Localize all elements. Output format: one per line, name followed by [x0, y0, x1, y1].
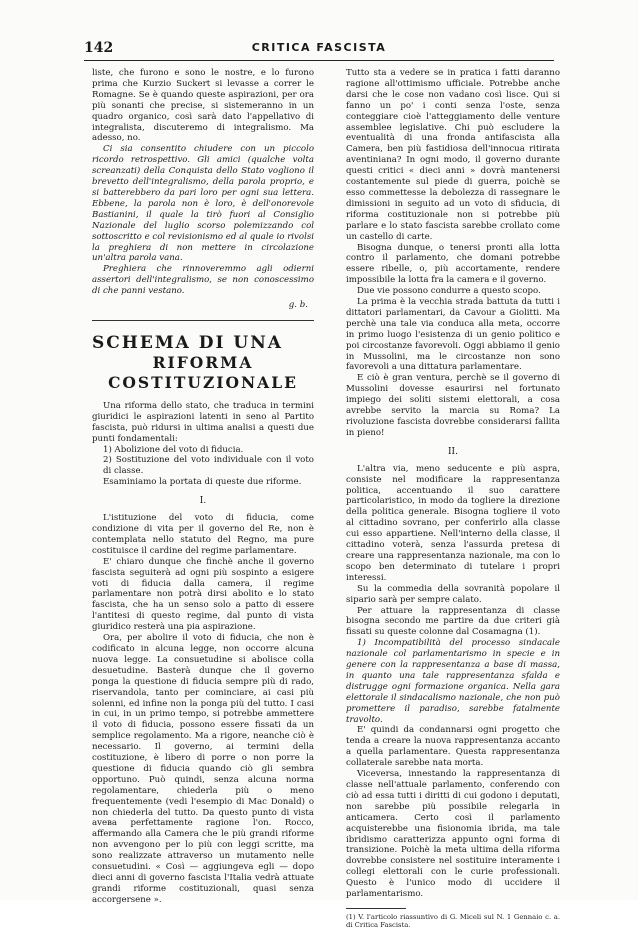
intro-paragraph-2: Ci sia consentito chiudere con un piccolo ricordo retrospettivo. Gli amici (qualche volta screanzati) della Conquista dello Stato vogliono il brevetto dell'integralismo, della parola proprio, e si batterebbero da pari loro per ogni sua lettera. Ebbene, la parola non è loro, è dell'onorevole Bastianini, il quale la tirò fuori al Consiglio Nazionale del luglio scorso polemizzando col sottoscritto e col revisionismo ed al quale io rivolsi la preghiera di non mettere in circolazione un'altra parola vana. [92, 144, 314, 264]
page-header [84, 40, 554, 61]
paragraph: E ciò è gran ventura, perchè se il governo di Mussolini dovesse esaurirsi nel fortunato impiego dei soliti sistemi elettorali, a cosa avrebbe servito la marcia su Roma? La rivoluzione fascista dovrebbe considerarsi fallita in pieno! [346, 373, 560, 438]
section-paragraph: Viceversa, innestando la rappresentanza di classe nell'attuale parlamento, conferendo con ciò ad essa tutti i diritti di cui godono i deputati, non sarebbe più possibile relegarla in anticamera. Certo così il parlamento acquisterebbe una fisionomia ibrida, ma tale ibridismo caratterizza appunto ogni forma di transizione. Poichè la meta ultima della riforma dovrebbe consistere nel sostituire interamente i collegi elettorali con le curie professionali. Questo è l'unico modo di uccidere il parlamentarismo. [346, 769, 560, 900]
section-heading-1: I. [199, 496, 207, 507]
list-item: 1) Abolizione del voto di fiducia. [103, 444, 244, 455]
paragraph: Tutto sta a vedere se in pratica i fatti daranno ragione all'ottimismo ufficiale. Potrebbe anche darsi che le cose non vadano così lisce. Qui si fanno un po' i conti senza l'oste, senza conteggiare cioè l'atteggiamento delle venture assemblee legislative. Chi può escludere la eventualità di una fronda antifascista alla Camera, ben più fastidiosa dell'innocua ritirata aventiniana? In ogni modo, il governo durante questi critici « dieci anni » dovrà mantenersi costantemente sul piede di guerra, poichè se esso commettesse la debolezza di rassegnare le dimissioni in seguito ad un voto di sfiducia, di riforma costituzionale non si potrebbe più parlare e lo stato fascista sarebbe crollato come un castello di carte. [346, 68, 560, 242]
list-item: 2) Sostituzione del voto individuale con il voto di classe. [103, 455, 314, 477]
section-paragraph: Ora, per abolire il voto di fiducia, che non è codificato in alcuna legge, non occorre alcuna nuova legge. La consuetudine si abolisce colla desuetudine. Basterà dunque che il governo ponga la questione di fiducia sempre più di rado, riservandola, tanto per cominciare, ai casi più solenni, ed infine non la ponga più del tutto. I casi in cui, in un primo tempo, si potrebbe ammettere il voto di fiducia, possono essere fissati da un semplice regolamento. Ma a rigore, neanche ciò è necessario. Il governo, ai termini della costituzione, è libero di porre o non porre la questione di fiducia quando ciò gli sembra opportuno. Può quindi, senza alcuna norma regolamentare, chiederla più o meno frequentemente (vedi l'esempio di Mac Donald) o non chiederla del tutto. Da questo punto di vista avева perfettamente ragione l'on. Rocco, affermando alla Camera che le più grandi riforme non avvengono per lo più con leggi scritte, ma sono realizzate attraverso un mutamento nelle consuetudini. « Così — aggiungeva egli — dopo dieci anni di governo fascista l'Italia vedrà attuate grandi riforme costituzionali, quasi senza accorgersene ». [92, 633, 314, 905]
paragraph: Bisogna dunque, o tenersi pronti alla lotta contro il parlamento, che domani potrebbe essere ribelle, o, più accortamente, rendere impossibile la lotta fra la camera e il governo. [346, 242, 560, 286]
intro-paragraph-1: liste, che furono e sono le nostre, e lo furono prima che Kurzio Suckert si levasse a correr le Romagne. Se è quando queste aspirazioni, per ora più sonanti che precise, si sistemeranno in un quadro organico, così sarà dato l'appellativo di integralista, discuteremo di integralismo. Ma adesso, no. [92, 68, 314, 144]
points-list [92, 445, 314, 478]
section-paragraph: Su la commedia della sovranità popolare il sipario sarà per sempre calato. [346, 583, 560, 605]
section-paragraph: L'altra via, meno seducente e più aspra, consiste nel modificare la rappresentanza politica, accentuando il suo carattere particolaristico, in modo da togliere la direzione della politica generale. Bisogna togliere il voto al cittadino sovrano, per conferirlo alla classe cui esso appartiene. Nell'interno della classe, il cittadino voterà, senza l'assurda pretesa di creare una rappresentanza nazionale, ma con lo scopo ben determinato di tutelare i propri interessi. [346, 463, 560, 583]
article-title-line-1: SCHEMA DI UNA [92, 332, 283, 353]
section-divider [92, 320, 314, 321]
right-column [346, 68, 560, 930]
paragraph: Due vie possono condurre a questo scopo. [357, 286, 541, 297]
left-column [92, 68, 314, 906]
article-intro: Una riforma dello stato, che traduca in termini giuridici le aspirazioni latenti in seno al Partito fascista, può ridursi in ultima analisi a questi due punti fondamentali: [92, 400, 314, 444]
page-number: 142 [84, 40, 114, 56]
journal-title: CRITICA FASCISTA [251, 41, 387, 54]
section-paragraph: 1) Incompatibilità del processo sindacale nazionale col parlamentarismo in specie e in genere con la rappresentanza a base di massa, in quanto una tale rappresentanza sfalda e distrugge ogni formazione organica. Nella gara elettorale il sindacalismo nazionale, che non può promettere il paradiso, sarebbe fatalmente travolto. [346, 638, 560, 725]
section-heading-2: II. [448, 446, 458, 457]
points-closing: Esaminiamo la portata di queste due riforme. [103, 477, 302, 488]
signature: g. b. [288, 300, 308, 311]
paragraph: La prima è la vecchia strada battuta da tutti i dittatori parlamentari, da Cavour a Giolitti. Ma perchè una tale via conduca alla meta, occorre in primo luogo l'esistenza di un genio politico e poi circostanze favorevoli. Oggi abbiamo il genio in Mussolini, ma le circostanze non sono favorevoli a una dittatura parlamentare. [346, 297, 560, 373]
footnote: (1) V. l'articolo riassuntivo di G. Miceli sul N. 1 Gennaio c. a. di Critica Fascista. [346, 912, 560, 930]
article-title-line-2: RIFORMA COSTITUZIONALE [108, 352, 298, 392]
section-paragraph: E' chiaro dunque che finchè anche il governo fascista seguiterà ad ogni più sospinto a esigere voti di fiducia dalla camera, il regime parlamentare non potrà dirsi abolito e lo stato fascista, che ha un senso solo a patto di essere l'antitesi di questo regime, dal punto di vista giuridico resterà una pia aspirazione. [92, 556, 314, 633]
intro-paragraph-3: Preghiera che rinnoveremmo agli odierni assertori dell'integralismo, se non conoscessimo di che panni vestano. [92, 264, 314, 297]
section-paragraph: L'istituzione del voto di fiducia, come condizione di vita per il governo del Re, non è contemplata nello statuto del Regno, ma pure costituisce il cardine del regime parlamentare. [92, 513, 314, 556]
section-paragraph: E' quindi da condannarsi ogni progetto che tenda a creare la nuova rappresentanza accanto a quella parlamentare. Questa rappresentanza collaterale sarebbe nata morta. [346, 725, 560, 769]
section-paragraph: Per attuare la rappresentanza di classe bisogna secondo me partire da due criteri già fissati su queste colonne dal Cosamagna (1). [346, 605, 560, 638]
footnote-divider [346, 908, 406, 909]
